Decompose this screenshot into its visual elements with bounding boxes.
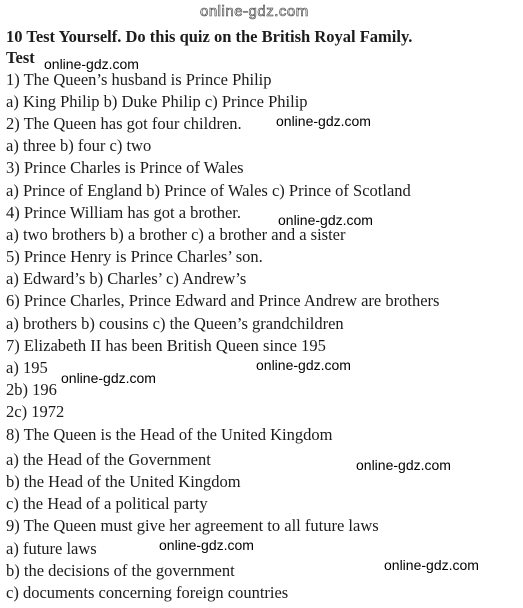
question-1: 1) The Queen’s husband is Prince Philip — [6, 70, 272, 89]
answer-options-2: a) three b) four c) two — [6, 136, 152, 155]
answer-option-9a: a) future laws — [6, 539, 97, 558]
watermark: online-gdz.com — [384, 557, 479, 573]
question-2: 2) The Queen has got four children. — [6, 114, 242, 133]
answer-option-9c: c) documents concerning foreign countries — [6, 583, 289, 602]
question-6: 6) Prince Charles, Prince Edward and Prince Andrew are brothers — [6, 291, 440, 310]
answer-option-8a: a) the Head of the Government — [6, 450, 211, 469]
answer-options-6: a) brothers b) cousins c) the Queen’s grandchildren — [6, 314, 344, 333]
answer-option-7c: 2c) 1972 — [6, 402, 65, 421]
answer-options-5: a) Edward’s b) Charles’ c) Andrew’s — [6, 269, 247, 288]
answer-options-3: a) Prince of England b) Prince of Wales c) Prince of Scotland — [6, 181, 411, 200]
watermark: online-gdz.com — [278, 212, 373, 228]
answer-option-8c: c) the Head of a political party — [6, 494, 208, 513]
question-3: 3) Prince Charles is Prince of Wales — [6, 158, 244, 177]
watermark: online-gdz.com — [276, 113, 371, 129]
watermark: online-gdz.com — [256, 357, 351, 373]
answer-option-7a: a) 195 — [6, 358, 48, 377]
answer-option-8b: b) the Head of the United Kingdom — [6, 472, 241, 491]
quiz-subtitle: Test — [6, 48, 35, 67]
watermark: online-gdz.com — [356, 457, 451, 473]
watermark: online-gdz.com — [159, 537, 254, 553]
question-5: 5) Prince Henry is Prince Charles’ son. — [6, 247, 263, 266]
watermark-top: online-gdz.com — [200, 3, 309, 20]
watermark: online-gdz.com — [61, 370, 156, 386]
answer-options-1: a) King Philip b) Duke Philip c) Prince Philip — [6, 92, 308, 111]
answer-options-4: a) two brothers b) a brother c) a brother and a sister — [6, 225, 346, 244]
question-9: 9) The Queen must give her agreement to all future laws — [6, 516, 379, 535]
question-7: 7) Elizabeth II has been British Queen since 195 — [6, 336, 326, 355]
quiz-title: 10 Test Yourself. Do this quiz on the British Royal Family. — [6, 27, 413, 46]
answer-option-9b: b) the decisions of the government — [6, 561, 235, 580]
question-8: 8) The Queen is the Head of the United Kingdom — [6, 425, 333, 444]
question-4: 4) Prince William has got a brother. — [6, 203, 242, 222]
answer-option-7b: 2b) 196 — [6, 380, 57, 399]
watermark: online-gdz.com — [44, 56, 139, 72]
